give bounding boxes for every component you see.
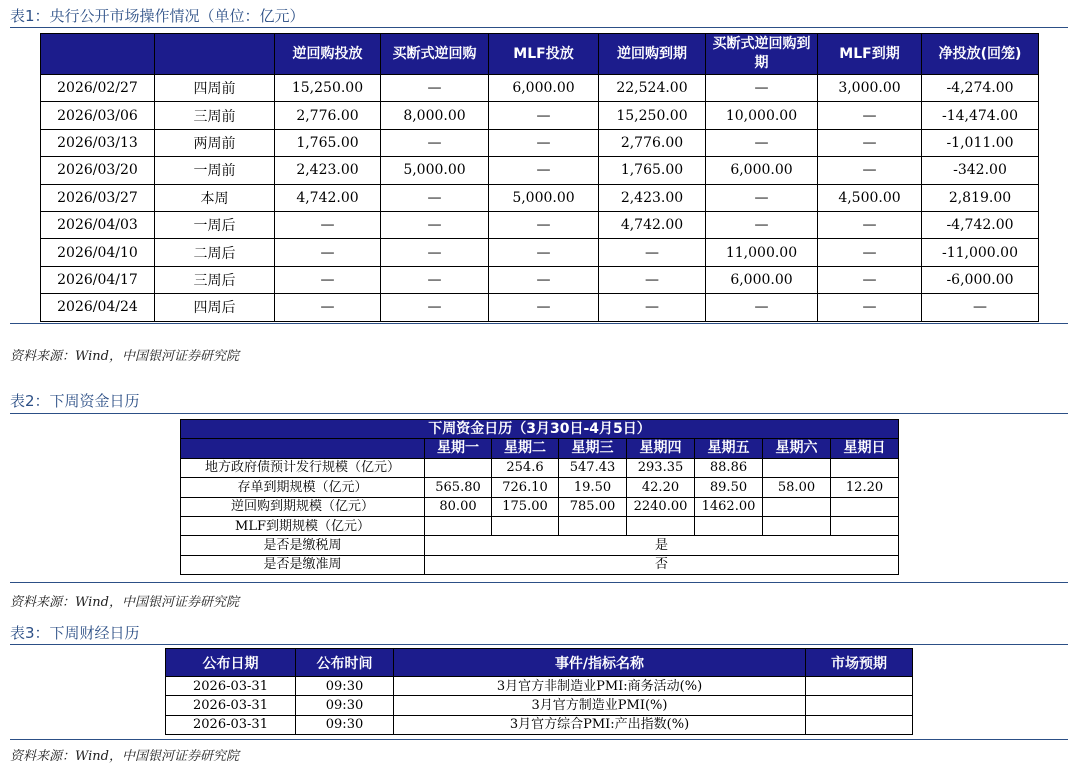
table1-cell: — — [275, 239, 381, 266]
table1-cell: — — [706, 211, 818, 238]
table1-cell: — — [706, 294, 818, 321]
table2-cell: 254.6 — [492, 458, 559, 477]
table1-cell: 5,000.00 — [489, 184, 599, 211]
table2-merged-value: 否 — [425, 555, 899, 574]
table1-cell: — — [706, 129, 818, 156]
table1-cell: 22,524.00 — [599, 75, 706, 102]
table3-cell: 3月官方综合PMI:产出指数(%) — [394, 715, 806, 734]
table2-cell: 785.00 — [559, 497, 627, 516]
table3-cell: 2026-03-31 — [166, 677, 296, 696]
table1-cell: — — [818, 157, 922, 184]
table2-day-cell: 星期三 — [559, 439, 627, 458]
table1-cell: — — [381, 129, 489, 156]
table1-cell: — — [489, 239, 599, 266]
table2-cell — [695, 516, 763, 535]
table2-title-row — [181, 420, 899, 439]
table1-row — [41, 184, 1039, 211]
table1-cell: -1,011.00 — [922, 129, 1039, 156]
table1-cell: 10,000.00 — [706, 102, 818, 129]
table1-cell: — — [818, 294, 922, 321]
table2-row-label: 逆回购到期规模（亿元） — [181, 497, 425, 516]
table2-day-cell: 星期五 — [695, 439, 763, 458]
table1-header-cell — [41, 34, 155, 75]
table1-cell: — — [706, 75, 818, 102]
table1-source: 资料来源：Wind，中国银河证券研究院 — [10, 349, 239, 364]
table1-cell: 2026/04/03 — [41, 211, 155, 238]
table2-row — [181, 458, 899, 477]
table3-row — [166, 677, 913, 696]
table3-cell: 2026-03-31 — [166, 715, 296, 734]
table2-row-label: 地方政府债预计发行规模（亿元） — [181, 458, 425, 477]
table2-cell: 88.86 — [695, 458, 763, 477]
table2-row — [181, 516, 899, 535]
table1-cell: — — [275, 294, 381, 321]
table1-cell: — — [489, 129, 599, 156]
table1-cell: — — [599, 294, 706, 321]
table2-cell: 565.80 — [425, 478, 492, 497]
table1-cell: 15,250.00 — [599, 102, 706, 129]
table1-header-cell: MLF投放 — [489, 34, 599, 75]
table3-cell: 09:30 — [296, 677, 394, 696]
table1-cell: 本周 — [155, 184, 275, 211]
table2-day-cell: 星期六 — [763, 439, 831, 458]
table1-cell: 4,742.00 — [599, 211, 706, 238]
table3-bottom-rule — [10, 739, 1068, 740]
table1-header-cell: 逆回购到期 — [599, 34, 706, 75]
table2-day-cell: 星期四 — [627, 439, 695, 458]
table1-cell: — — [275, 211, 381, 238]
table1-top-rule — [10, 27, 1068, 28]
table3-cell: 3月官方制造业PMI(%) — [394, 696, 806, 715]
table2-cell: 58.00 — [763, 478, 831, 497]
table1-header-cell — [155, 34, 275, 75]
table1-cell: — — [381, 211, 489, 238]
table1-cell: 11,000.00 — [706, 239, 818, 266]
table1-cell: 4,500.00 — [818, 184, 922, 211]
table1-cell: 2026/04/24 — [41, 294, 155, 321]
table2-cell: 726.10 — [492, 478, 559, 497]
table1-cell: -11,000.00 — [922, 239, 1039, 266]
table2-title: 下周资金日历（3月30日-4月5日） — [181, 420, 899, 439]
table2-row-rrr-week — [181, 555, 899, 574]
table3-row — [166, 696, 913, 715]
table2-top-rule — [10, 413, 1068, 414]
table3-cell: 09:30 — [296, 696, 394, 715]
table1-cell: 四周后 — [155, 294, 275, 321]
table2-cell: 19.50 — [559, 478, 627, 497]
table1-cell: 2026/03/06 — [41, 102, 155, 129]
table1-cell: — — [275, 266, 381, 293]
table1-row — [41, 266, 1039, 293]
table1-cell: -6,000.00 — [922, 266, 1039, 293]
table1-row — [41, 102, 1039, 129]
table1-cell: 15,250.00 — [275, 75, 381, 102]
table1-cell: 一周前 — [155, 157, 275, 184]
table2-cell — [831, 497, 899, 516]
table2-cell: 12.20 — [831, 478, 899, 497]
table1-cell: 2026/04/10 — [41, 239, 155, 266]
table2-day-cell: 星期二 — [492, 439, 559, 458]
table1-cell: — — [706, 184, 818, 211]
table2-cell — [763, 458, 831, 477]
table1-bottom-rule — [10, 323, 1068, 324]
table1-cell: 2,423.00 — [599, 184, 706, 211]
table3-header-cell: 公布日期 — [166, 649, 296, 677]
table1-cell: 6,000.00 — [489, 75, 599, 102]
table1-cell: — — [489, 294, 599, 321]
table1-cell: — — [818, 239, 922, 266]
table2-corner-cell — [181, 439, 425, 458]
table2-row-label: 是否是缴税周 — [181, 536, 425, 555]
table1-cell: 一周后 — [155, 211, 275, 238]
table1-cell: 两周前 — [155, 129, 275, 156]
table1-cell: 3,000.00 — [818, 75, 922, 102]
table1-cell: — — [381, 266, 489, 293]
table3-cell: 2026-03-31 — [166, 696, 296, 715]
table1-row — [41, 239, 1039, 266]
table1-cell: — — [922, 294, 1039, 321]
table2-cell — [831, 516, 899, 535]
table1-cell: — — [489, 266, 599, 293]
table1-row — [41, 157, 1039, 184]
table2-day-cell: 星期日 — [831, 439, 899, 458]
table2-row-label: 是否是缴准周 — [181, 555, 425, 574]
funding-calendar-table — [180, 419, 899, 575]
table2-cell: 175.00 — [492, 497, 559, 516]
table2-day-header-row — [181, 439, 899, 458]
table1-header-cell: 买断式逆回购 — [381, 34, 489, 75]
table1-cell: 2026/02/27 — [41, 75, 155, 102]
table1-cell: — — [489, 102, 599, 129]
table1-cell: 2026/03/13 — [41, 129, 155, 156]
table2-merged-value: 是 — [425, 536, 899, 555]
table2-row — [181, 497, 899, 516]
table2-row-label: MLF到期规模（亿元） — [181, 516, 425, 535]
table1-cell: 4,742.00 — [275, 184, 381, 211]
table3-cell: 09:30 — [296, 715, 394, 734]
table3-caption: 表3：下周财经日历 — [10, 624, 140, 642]
table1-cell: 二周后 — [155, 239, 275, 266]
table1-cell: — — [381, 239, 489, 266]
table2-row — [181, 478, 899, 497]
table2-row-tax-week — [181, 536, 899, 555]
table2-cell: 42.20 — [627, 478, 695, 497]
table2-cell — [763, 497, 831, 516]
table2-bottom-rule — [10, 582, 1068, 583]
table2-cell — [425, 516, 492, 535]
economic-calendar-table — [165, 648, 913, 735]
table1-header-cell: MLF到期 — [818, 34, 922, 75]
table3-cell — [806, 715, 913, 734]
table1-cell: — — [381, 75, 489, 102]
table3-header-cell: 事件/指标名称 — [394, 649, 806, 677]
table1-cell: — — [489, 157, 599, 184]
table1-row — [41, 294, 1039, 321]
table1-cell: 四周前 — [155, 75, 275, 102]
table1-cell: — — [489, 211, 599, 238]
table3-cell: 3月官方非制造业PMI:商务活动(%) — [394, 677, 806, 696]
table2-cell — [627, 516, 695, 535]
table3-top-rule — [10, 644, 1068, 645]
table1-cell: — — [818, 211, 922, 238]
table3-header-cell: 公布时间 — [296, 649, 394, 677]
table1-cell: 三周后 — [155, 266, 275, 293]
table1-cell: 2026/03/20 — [41, 157, 155, 184]
table1-cell: — — [381, 294, 489, 321]
table1-header-row — [41, 34, 1039, 75]
table1-cell: — — [599, 266, 706, 293]
table2-cell — [425, 458, 492, 477]
table1-header-cell: 逆回购投放 — [275, 34, 381, 75]
table2-cell: 293.35 — [627, 458, 695, 477]
table3-row — [166, 715, 913, 734]
table1-cell: 2,776.00 — [275, 102, 381, 129]
table1-cell: 2,776.00 — [599, 129, 706, 156]
table2-cell — [559, 516, 627, 535]
table2-cell — [763, 516, 831, 535]
table2-row-label: 存单到期规模（亿元） — [181, 478, 425, 497]
table1-cell: 2,423.00 — [275, 157, 381, 184]
table1-row — [41, 75, 1039, 102]
table3-header-cell: 市场预期 — [806, 649, 913, 677]
table1-cell: 2,819.00 — [922, 184, 1039, 211]
open-market-operations-table — [40, 33, 1039, 322]
table2-day-cell: 星期一 — [425, 439, 492, 458]
table1-cell: -4,742.00 — [922, 211, 1039, 238]
table1-caption: 表1：央行公开市场操作情况（单位：亿元） — [10, 7, 305, 25]
table1-cell: — — [381, 184, 489, 211]
table2-cell — [492, 516, 559, 535]
table1-cell: -14,474.00 — [922, 102, 1039, 129]
table3-cell — [806, 696, 913, 715]
table1-cell: 6,000.00 — [706, 266, 818, 293]
table1-cell: 三周前 — [155, 102, 275, 129]
table1-cell: — — [818, 102, 922, 129]
table2-cell: 80.00 — [425, 497, 492, 516]
table1-header-cell: 买断式逆回购到期 — [706, 34, 818, 75]
table1-cell: 2026/03/27 — [41, 184, 155, 211]
table3-cell — [806, 677, 913, 696]
table3-header-row — [166, 649, 913, 677]
table2-source: 资料来源：Wind，中国银河证券研究院 — [10, 595, 239, 610]
table1-cell: -4,274.00 — [922, 75, 1039, 102]
table1-cell: -342.00 — [922, 157, 1039, 184]
table1-cell: 5,000.00 — [381, 157, 489, 184]
table3-source: 资料来源：Wind，中国银河证券研究院 — [10, 749, 239, 764]
table1-row — [41, 129, 1039, 156]
table1-cell: 6,000.00 — [706, 157, 818, 184]
table1-header-cell: 净投放(回笼) — [922, 34, 1039, 75]
table2-caption: 表2：下周资金日历 — [10, 392, 140, 410]
table2-cell: 1462.00 — [695, 497, 763, 516]
table1-cell: 2026/04/17 — [41, 266, 155, 293]
table1-cell: 1,765.00 — [275, 129, 381, 156]
table2-cell: 2240.00 — [627, 497, 695, 516]
table2-cell — [831, 458, 899, 477]
table1-cell: 1,765.00 — [599, 157, 706, 184]
table1-cell: 8,000.00 — [381, 102, 489, 129]
table1-cell: — — [818, 129, 922, 156]
table1-cell: — — [599, 239, 706, 266]
table1-cell: — — [818, 266, 922, 293]
table2-cell: 547.43 — [559, 458, 627, 477]
table2-cell: 89.50 — [695, 478, 763, 497]
table1-row — [41, 211, 1039, 238]
